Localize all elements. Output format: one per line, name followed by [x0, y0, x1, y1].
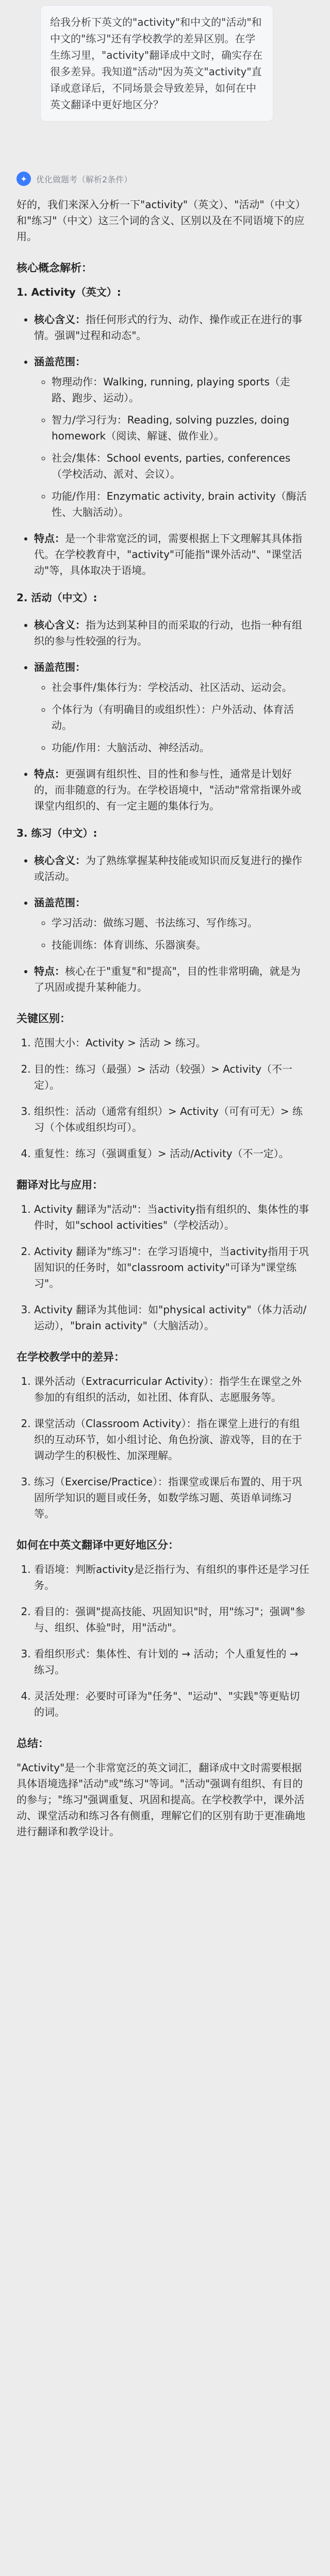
- user-message-bubble: 给我分析下英文的"activity"和中文的"活动"和中文的"练习"还有学校教学的差异区别。在学生练习里，"activity"翻译成中文时，确实存在很多差异。我知道"活动"因为英文"activity"直译或意译后，不同场景会导致差异，如何在中英文翻译中更好地区分？: [40, 5, 273, 122]
- section-tips-title: 如何在中英文翻译中更好地区分：: [16, 1539, 179, 1551]
- list-item: ◦ 功能/作用：Enzymatic activity, brain activity（酶活性、大脑活动）。: [52, 488, 309, 520]
- list-item: 2. 课堂活动（Classroom Activity）：指在课堂上进行的有组织的互动环节，如小组讨论、角色扮演、游戏等，目的在于调动学生的积极性、加深理解。: [34, 1416, 309, 1464]
- list-item: • 特点：核心在于"重复"和"提高"，目的性非常明确，就是为了巩固或提升某种能力。: [34, 963, 309, 995]
- activity-block: [16, 284, 309, 579]
- list-item: • 涵盖范围： ◦ 学习活动：做练习题、书法练习、写作练习。 ◦ 技能训练：体育训练、乐器演奏。: [34, 895, 309, 953]
- lianxi-title: 3. 练习（中文）:: [16, 827, 97, 839]
- list-item: 2. 目的性：练习（最强）> 活动（较强）> Activity（不一定）。: [34, 1061, 309, 1093]
- list-item: • 核心含义：指任何形式的行为、动作、操作或正在进行的事情。强调"过程和动态"。: [34, 312, 309, 344]
- list-item: ◦ 个体行为（有明确目的或组织性）：户外活动、体育活动。: [52, 702, 309, 734]
- list-item: ◦ 社会/集体：School events, parties, conferences（学校活动、派对、会议）。: [52, 450, 309, 482]
- section-summary-title: 总结：: [16, 1737, 49, 1750]
- list-item: ◦ 学习活动：做练习题、书法练习、写作练习。: [52, 915, 309, 931]
- huodong-title: 2. 活动（中文）:: [16, 591, 97, 604]
- list-item: 3. 看组织形式：集体性、有计划的 → 活动；个人重复性的 → 练习。: [34, 1646, 309, 1678]
- summary-text: "Activity"是一个非常宽泛的英文词汇，翻译成中文时需要根据具体语境选择"活动"或"练习"等词。"活动"强调有组织、有目的的参与；"练习"强调重复、巩固和提高。在学校教学中，课外活动、课堂活动和练习各有侧重，理解它们的区别有助于更准确地进行翻译和教学设计。: [16, 1761, 305, 1838]
- huodong-block: [16, 590, 309, 814]
- list-item: • 核心含义：指为达到某种目的而采取的行动，也指一种有组织的参与性较强的行为。: [34, 617, 309, 649]
- assistant-name: 优化做题考（解析2条件）: [36, 174, 133, 184]
- list-item: 3. 练习（Exercise/Practice）：指课堂或课后布置的、用于巩固所学知识的题目或任务，如数学练习题、英语单词练习等。: [34, 1474, 309, 1522]
- activity-title: 1. Activity（英文）:: [16, 286, 121, 298]
- list-item: 4. 重复性：练习（强调重复）> 活动/Activity（不一定）。: [34, 1146, 309, 1162]
- list-item: 1. 范围大小：Activity > 活动 > 练习。: [34, 1035, 309, 1051]
- activity-list: [16, 312, 309, 579]
- list-item: ◦ 社会事件/集体行为：学校活动、社区活动、运动会。: [52, 680, 309, 696]
- tips-list: [16, 1562, 309, 1720]
- list-item: ◦ 物理动作：Walking, running, playing sports（走路、跑步、运动）。: [52, 374, 309, 406]
- section-school-title: 在学校教学中的差异：: [16, 1351, 125, 1363]
- lianxi-block: [16, 825, 309, 995]
- list-item: ◦ 技能训练：体育训练、乐器演奏。: [52, 937, 309, 953]
- list-item: • 特点：更强调有组织性、目的性和参与性，通常是计划好的，而非随意的行为。在学校语境中，"活动"常常指课外或课堂内组织的、有一定主题的集体行为。: [34, 766, 309, 814]
- list-item: • 核心含义：为了熟练掌握某种技能或知识而反复进行的操作或活动。: [34, 853, 309, 885]
- list-item: 3. Activity 翻译为其他词：如"physical activity"（体力活动/运动），"brain activity"（大脑活动）。: [34, 1302, 309, 1334]
- assistant-header: [16, 170, 305, 188]
- list-item: • 特点：是一个非常宽泛的词，需要根据上下文理解其具体指代。在学校教育中，"activity"可能指"课外活动"、"课堂活动"等，具体取决于语境。: [34, 531, 309, 579]
- section-core-title: 核心概念解析：: [16, 262, 92, 274]
- list-item: • 涵盖范围： ◦ 物理动作：Walking, running, playing sports（走路、跑步、运动）。 ◦ 智力/学习行为：Reading, solving puzzles, doing homework（阅读、解谜、做作业）。 ◦ 社会/集体：School events, parties, conferences（学校活动、派对、会议）。 ◦ 功能/作用：Enzymatic activity, brain activity（酶活性、大脑活动）。: [34, 354, 309, 520]
- list-item: ◦ 智力/学习行为：Reading, solving puzzles, doing homework（阅读、解谜、做作业）。: [52, 412, 309, 444]
- list-item: 3. 组织性：活动（通常有组织）> Activity（可有可无）> 练习（个体或组织均可）。: [34, 1104, 309, 1136]
- diff-list: [16, 1035, 309, 1162]
- list-item: 1. 看语境：判断activity是泛指行为、有组织的事件还是学习任务。: [34, 1562, 309, 1594]
- list-item: • 涵盖范围： ◦ 社会事件/集体行为：学校活动、社区活动、运动会。 ◦ 个体行为（有明确目的或组织性）：户外活动、体育活动。 ◦ 功能/作用：大脑活动、神经活动。: [34, 659, 309, 756]
- assistant-answer: [16, 197, 309, 1851]
- trans-list: [16, 1201, 309, 1334]
- list-item: ◦ 功能/作用：大脑活动、神经活动。: [52, 740, 309, 756]
- list-item: 2. 看目的：强调"提高技能、巩固知识"时，用"练习"；强调"参与、组织、体验"时，用"活动"。: [34, 1604, 309, 1636]
- assistant-avatar-icon: ✦: [16, 172, 31, 186]
- list-item: 4. 灵活处理：必要时可译为"任务"、"运动"、"实践"等更贴切的词。: [34, 1688, 309, 1720]
- list-item: 1. 课外活动（Extracurricular Activity）：指学生在课堂之外参加的有组织的活动，如社团、体育队、志愿服务等。: [34, 1374, 309, 1405]
- section-diff-title: 关键区别：: [16, 1012, 71, 1025]
- section-trans-title: 翻译对比与应用：: [16, 1179, 103, 1191]
- answer-intro: 好的，我们来深入分析一下"activity"（英文）、"活动"（中文）和"练习"（中文）这三个词的含义、区别以及在不同语境下的应用。: [16, 198, 306, 243]
- list-item: 1. Activity 翻译为"活动"：当activity指有组织的、集体性的事件时，如"school activities"（学校活动）。: [34, 1201, 309, 1233]
- school-list: [16, 1374, 309, 1522]
- list-item: 2. Activity 翻译为"练习"：在学习语境中，当activity指用于巩固知识的任务时，如"classroom activity"可译为"课堂练习"。: [34, 1244, 309, 1292]
